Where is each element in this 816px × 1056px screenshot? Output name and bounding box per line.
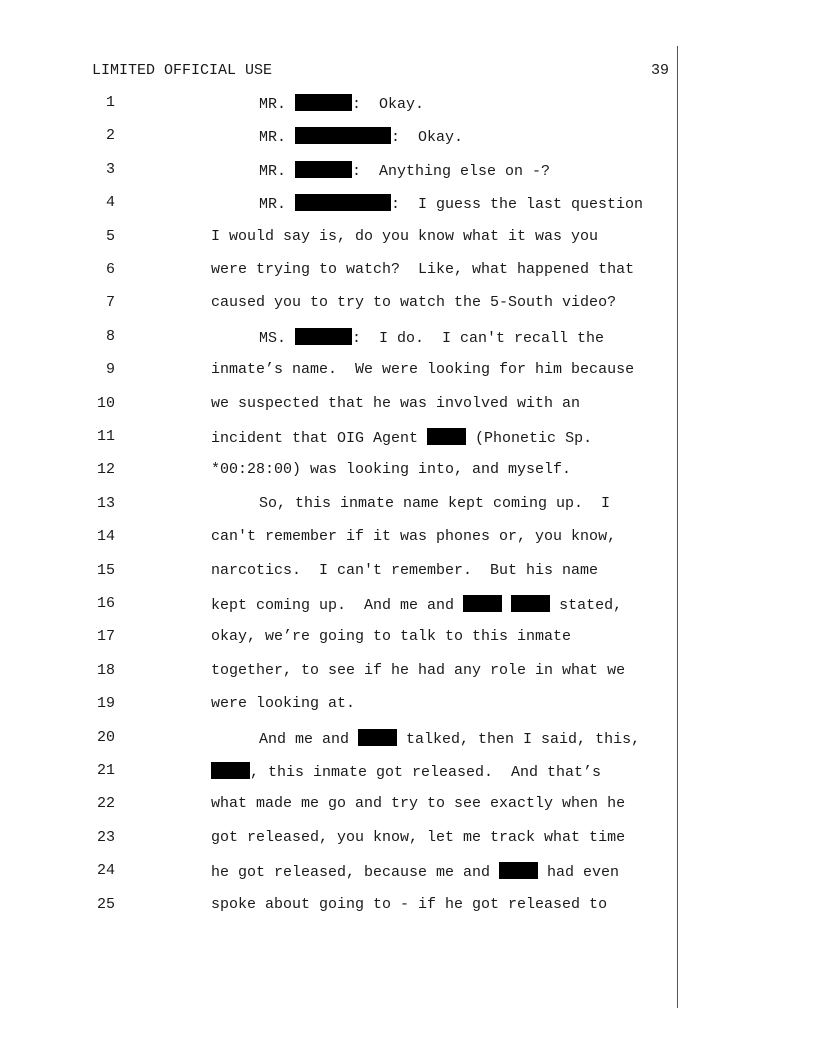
transcript-line [0,161,816,181]
text-segment: , this inmate got released. And that’s [250,764,602,781]
transcript-line [0,862,816,882]
text-segment: narcotics. I can't remember. But his name [211,561,599,579]
text-segment: : I guess the last question [391,196,644,214]
line-number: 24 [96,862,115,880]
line-text [211,428,592,447]
text-segment: : Anything else on -? [352,162,551,180]
line-text [211,261,634,278]
transcript-line [0,395,816,415]
line-number: 21 [96,762,115,779]
redaction-box [358,729,397,746]
redaction-box [295,127,391,144]
text-segment: incident that OIG Agent [211,430,428,447]
transcript-line [0,328,816,348]
text-segment: kept coming up. And me and [211,597,464,614]
text-segment: inmate’s name. We were looking for him because [211,361,635,379]
transcript-line [0,829,816,849]
text-segment: spoke about going to - if he got released to [211,895,608,913]
line-number: 11 [96,428,115,445]
redaction-box [499,862,538,879]
line-text [211,361,634,378]
text-segment: had even [538,864,620,882]
line-number: 9 [105,361,115,379]
text-segment: were trying to watch? Like, what happened that [211,261,635,278]
line-text [211,896,607,913]
line-text [259,194,643,213]
line-number: 4 [105,194,115,212]
line-text [211,228,598,245]
line-text [259,127,463,146]
line-text [211,294,616,311]
line-text [211,461,571,478]
transcript-line [0,896,816,916]
text-segment: : I do. I can't recall the [352,329,605,347]
text-segment: *00:28:00) was looking into, and myself. [211,461,572,479]
text-segment [502,597,511,614]
text-segment: together, to see if he had any role in what we [211,661,626,679]
text-segment: MS. [259,329,296,347]
transcript-line [0,662,816,682]
line-number: 3 [105,160,115,178]
line-text [211,595,622,614]
line-number: 16 [96,595,115,612]
line-text [259,161,550,180]
redaction-box [295,94,352,111]
transcript-line [0,194,816,214]
transcript-line [0,94,816,114]
line-text [259,328,604,347]
text-segment: And me and [259,730,359,748]
text-segment: he got released, because me and [211,864,500,882]
transcript-line [0,261,816,281]
line-text [211,562,598,579]
text-segment: MR. [259,196,296,214]
line-text [211,695,355,712]
line-number: 5 [105,227,115,245]
redaction-box [511,595,550,612]
line-text [259,94,424,113]
redaction-box [295,328,352,345]
text-segment: okay, we’re going to talk to this inmate [211,628,572,646]
redaction-box [427,428,466,445]
text-segment: were looking at. [211,695,356,713]
line-number: 19 [96,695,115,713]
text-segment: stated, [550,597,623,614]
text-segment: MR. [259,162,296,180]
redaction-box [295,194,391,211]
transcript-line [0,628,816,648]
line-number: 7 [105,294,115,312]
text-segment: (Phonetic Sp. [466,430,593,447]
text-segment: : Okay. [352,96,425,113]
transcript-line [0,428,816,448]
line-number: 25 [96,895,115,913]
redaction-box [463,595,502,612]
line-text [211,829,625,846]
line-number: 23 [96,828,115,846]
transcript-line [0,795,816,815]
text-segment: can't remember if it was phones or, you know, [211,528,617,546]
line-text [211,762,601,781]
text-segment: talked, then I said, this, [397,730,641,748]
line-number: 10 [96,394,115,412]
page-number: 39 [650,62,669,79]
line-text [211,395,580,412]
transcript-line [0,528,816,548]
line-text [259,495,610,512]
line-number: 22 [96,795,115,813]
transcript-line [0,729,816,749]
line-number: 17 [96,628,115,646]
line-text [211,862,619,881]
line-text [211,628,571,645]
transcript-line [0,361,816,381]
text-segment: got released, you know, let me track what time [211,828,626,846]
classification-label: LIMITED OFFICIAL USE [92,62,273,79]
text-segment: : Okay. [391,129,464,147]
transcript-line [0,695,816,715]
redaction-box [211,762,250,779]
line-number: 1 [105,94,115,111]
text-segment: MR. [259,96,296,113]
text-segment: MR. [259,129,296,147]
line-number: 2 [105,127,115,145]
line-text [211,662,625,679]
line-text [259,729,640,748]
line-number: 18 [96,661,115,679]
text-segment: So, this inmate name kept coming up. I [259,494,611,512]
transcript-line [0,228,816,248]
transcript-line [0,294,816,314]
transcript-line [0,127,816,147]
line-text [211,795,625,812]
transcript-line [0,762,816,782]
transcript-line [0,595,816,615]
line-number: 13 [96,494,115,512]
line-number: 14 [96,528,115,546]
line-number: 8 [105,327,115,345]
line-text [211,528,616,545]
text-segment: what made me go and try to see exactly when he [211,795,626,813]
text-segment: I would say is, do you know what it was you [211,227,599,245]
line-number: 6 [105,261,115,278]
line-number: 15 [96,561,115,579]
page-header [92,62,669,80]
text-segment: we suspected that he was involved with an [211,394,581,412]
redaction-box [295,161,352,178]
line-number: 20 [96,728,115,746]
transcript-line [0,562,816,582]
line-number: 12 [96,461,115,479]
transcript-line [0,461,816,481]
text-segment: caused you to try to watch the 5-South video? [211,294,617,312]
transcript-line [0,495,816,515]
